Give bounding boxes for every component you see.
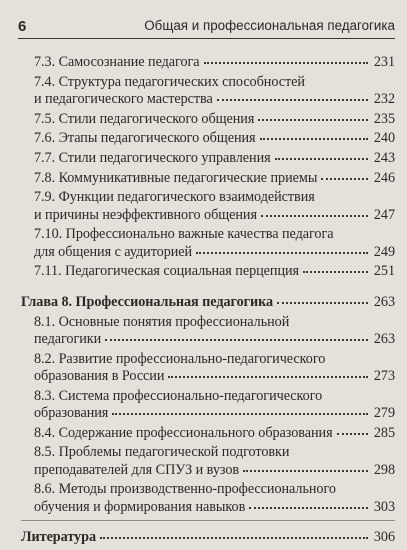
toc-entry-title-line: и причины неэффективного общения [34,206,257,223]
leader-dots [261,214,368,217]
toc-entry [34,189,395,224]
leader-dots [303,270,368,273]
leader-dots [112,412,368,415]
toc-entry [34,425,395,442]
leader-dots [258,118,368,121]
toc-entry-page: 235 [373,110,395,127]
chapter-8-page: 263 [373,294,395,311]
toc-entry-page: 247 [373,206,395,223]
toc-entry [34,388,395,423]
toc-entry-page: 240 [373,130,395,147]
toc-entry-title-line: и педагогического мастерства [34,90,213,107]
leader-dots [168,375,368,378]
toc-entry-page: 273 [373,368,395,385]
running-title: Общая и профессиональная педагогика [144,18,395,33]
literature-title: Литература [21,528,96,545]
toc-entry-title-line: 7.9. Функции педагогического взаимодействия [34,189,315,206]
leader-dots [204,61,368,64]
chapter-8-title: Глава 8. Профессиональная педагогика [21,294,274,311]
toc-entry-title-line: преподавателей для СПУЗ и вузов [34,461,240,478]
toc-entry-page: 243 [373,150,395,167]
toc-entry-title-line: для общения с аудиторией [34,243,193,260]
literature-entry [21,529,395,546]
toc-entry [34,263,395,280]
toc-entry-title-line: образования [34,405,109,422]
toc-entry-title-line: 7.7. Стили педагогического управления [34,150,271,167]
toc-entry-title-line: 8.1. Основные понятия профессиональной [34,313,290,330]
toc-entry-page: 285 [373,424,395,441]
toc-entry-page: 231 [373,54,395,70]
chapter-8-entries [0,314,407,516]
toc-entry-title-line: 7.11. Педагогическая социальная перцепция [34,263,300,280]
toc-entry-title-line: образования в России [34,368,165,385]
toc-entry-title-line: 7.8. Коммуникативные педагогические приемы [34,169,318,186]
toc-entry [34,130,395,147]
toc-entry [34,314,395,349]
leader-dots [260,137,368,140]
toc-entry-title-line: 7.3. Самосознание педагога [34,54,200,70]
toc-entry-page: 279 [373,405,395,422]
leader-dots [243,469,368,472]
toc-entry-title-line: 7.4. Структура педагогических способностей [34,73,305,90]
toc-entry-title-line: 8.5. Проблемы педагогической подготовки [34,444,290,461]
toc-entry-title-line: 8.3. Система профессионально-педагогического [34,387,323,404]
leader-dots [105,338,368,341]
toc-entry [34,54,395,71]
toc-entry [34,351,395,386]
toc-entry-title-line: 7.10. Профессионально важные качества педагога [34,226,334,243]
table-of-contents [0,54,407,549]
toc-entry-title-line: 8.6. Методы производственно-профессионального [34,481,336,498]
leader-dots [100,536,368,539]
toc-entry [34,150,395,167]
page-number: 6 [18,18,27,35]
leader-dots [321,177,368,180]
leader-dots [249,506,368,509]
leader-dots [196,251,368,254]
toc-entry-page: 303 [373,498,395,515]
literature-page: 306 [373,528,395,545]
toc-entry-title-line: 7.5. Стили педагогического общения [34,110,255,127]
toc-entry-page: 249 [373,243,395,260]
toc-entry-page: 263 [373,331,395,348]
toc-entry [34,111,395,128]
toc-entry-title-line: обучения и формирования навыков [34,498,246,515]
toc-entry-page: 298 [373,461,395,478]
leader-dots [337,432,368,435]
leader-dots [277,301,368,304]
toc-entry-title-line: педагогики [34,331,102,348]
chapter-7-entries [0,54,407,281]
toc-entry [34,170,395,187]
toc-entry [34,481,395,516]
separator [21,520,395,521]
leader-dots [275,157,368,160]
toc-entry [34,74,395,109]
toc-entry-title-line: 8.2. Развитие профессионально-педагогического [34,350,326,367]
toc-entry-page: 232 [373,90,395,107]
chapter-8-heading [21,294,395,311]
leader-dots [217,98,368,101]
toc-entry-page: 246 [373,169,395,186]
toc-entry-title-line: 8.4. Содержание профессионального образования [34,424,333,441]
toc-entry-title-line: 7.6. Этапы педагогического общения [34,130,256,147]
toc-entry [34,226,395,261]
toc-entry [34,444,395,479]
toc-entry-page: 251 [373,263,395,280]
running-header [18,12,395,39]
